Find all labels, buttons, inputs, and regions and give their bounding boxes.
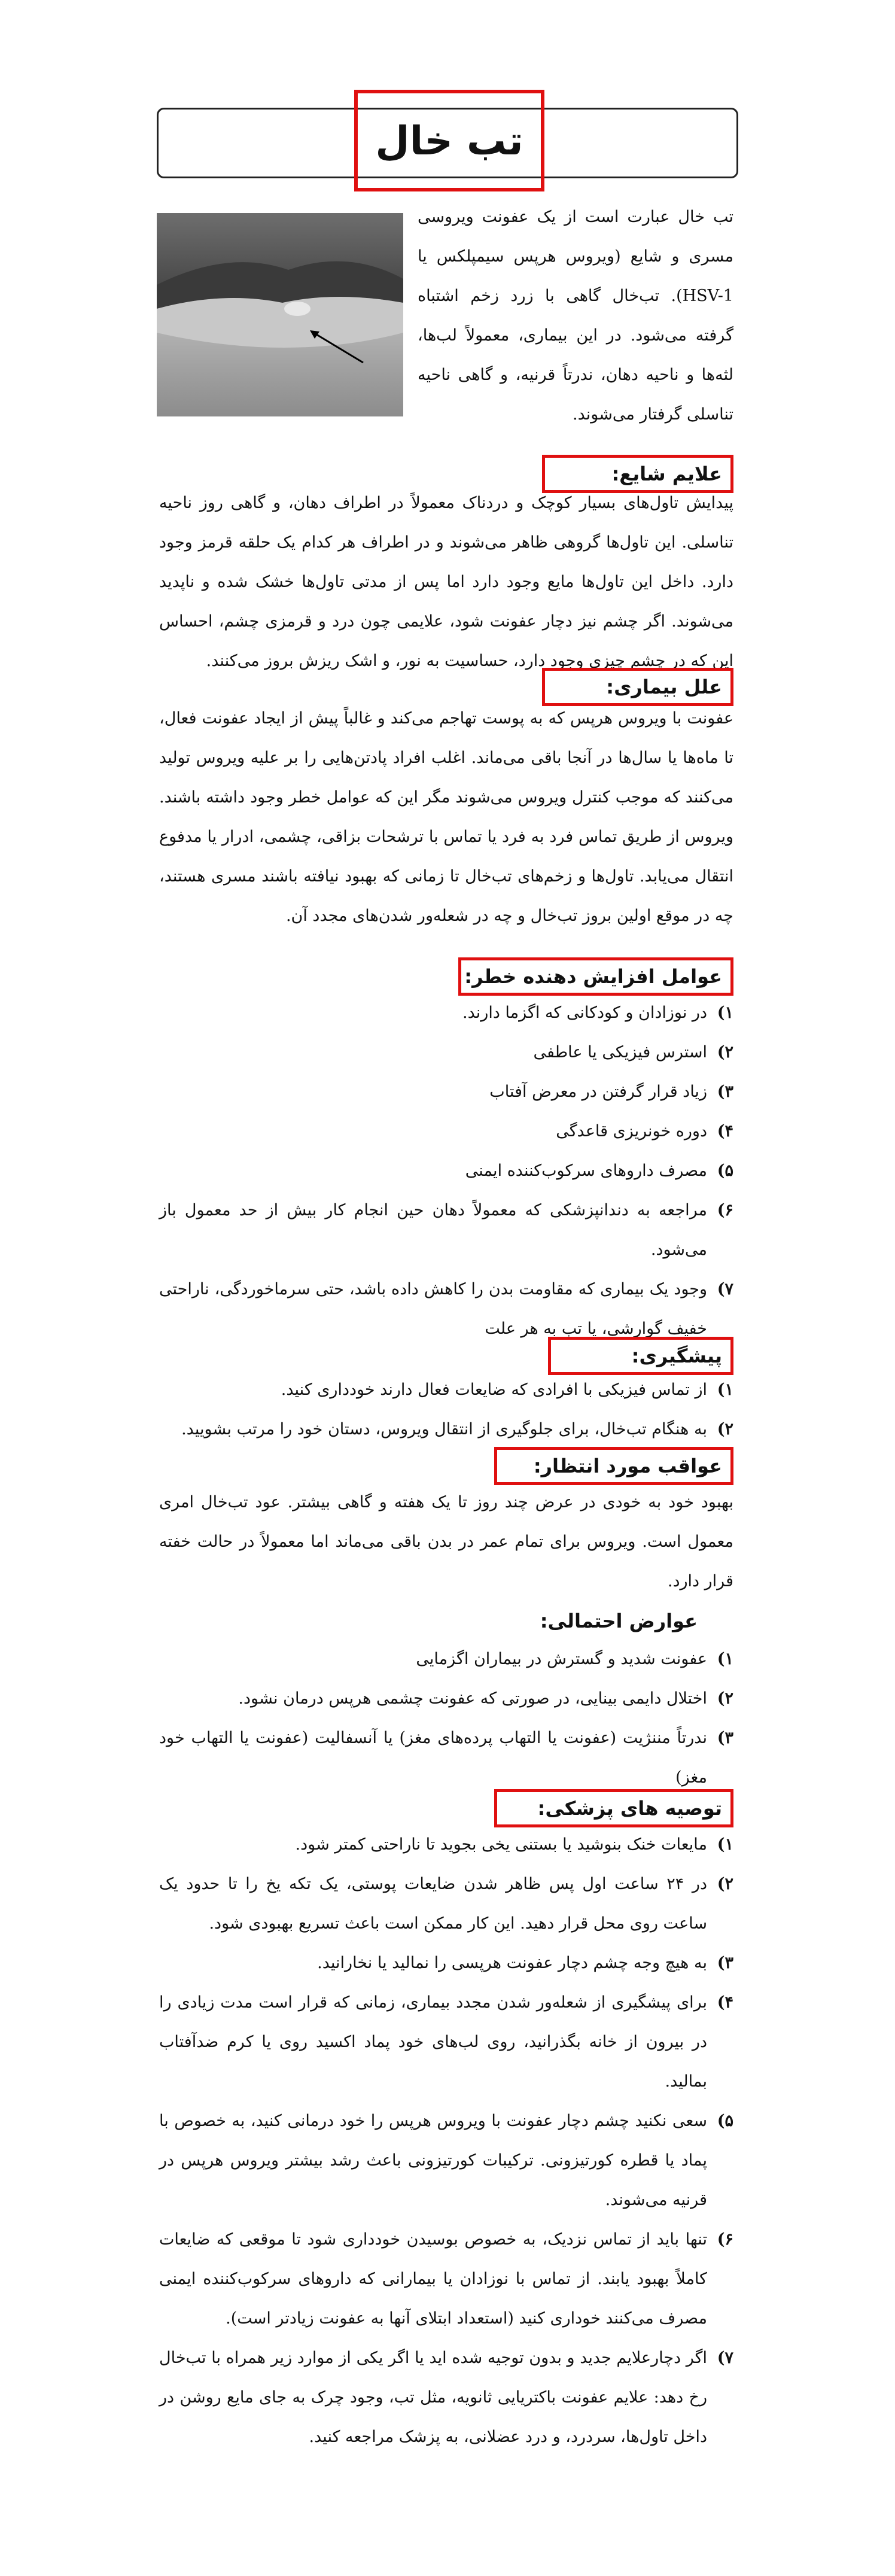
list-item: ۲) اختلال دایمی بینایی، در صورتی که عفونت چشمی هرپس درمان نشود. xyxy=(238,1689,733,1708)
advice-list xyxy=(159,1825,733,2457)
complications-list xyxy=(159,1640,733,1798)
list-item: ۳) به هیچ وجه چشم دچار عفونت هرپسی را نمالید یا نخارانید. xyxy=(317,1954,733,1972)
list-item: ۱) مایعات خنک بنوشید یا بستنی یخی بجوید تا ناراحتی کمتر شود. xyxy=(295,1835,733,1854)
list-item: ۳) زیاد قرار گرفتن در معرض آفتاب xyxy=(489,1082,733,1101)
complications-heading: عوارض احتمالی: xyxy=(540,1610,698,1632)
symptoms-heading: علایم شایع: xyxy=(542,455,733,493)
list-item: ۲) استرس فیزیکی یا عاطفی xyxy=(533,1043,733,1062)
list-item: ۳) ندرتاً مننژیت (عفونت یا التهاب پرده‌های مغز) یا آنسفالیت (عفونت یا التهاب خود مغز) xyxy=(159,1729,733,1787)
list-item: ۶) مراجعه به دندانپزشکی که معمولاً دهان حین انجام کار بیش از حد معمول باز می‌شود. xyxy=(159,1201,733,1259)
causes-heading: علل بیماری: xyxy=(542,668,733,706)
list-item: ۲) به هنگام تب‌خال، برای جلوگیری از انتقال ویروس، دستان خود را مرتب بشویید. xyxy=(181,1420,733,1438)
list-item: ۷) وجود یک بیماری که مقاومت بدن را کاهش داده باشد، حتی سرماخوردگی، ناراحتی خفیف گوارشی، یا تب به هر علت xyxy=(159,1280,733,1338)
outcome-paragraph: بهبود خود به خودی در عرض چند روز تا یک هفته و گاهی بیشتر. عود تب‌خال امری معمول است. ویروس برای تمام عمر در بدن باقی می‌ماند اما معمولاً در حالت خفته قرار دارد. xyxy=(159,1493,733,1590)
list-item: ۶) تنها باید از تماس نزدیک، به خصوص بوسیدن خودداری شود تا موقعی که ضایعات کاملاً بهبود یابند. از تماس با نوزادان یا بیمارانی که داروهای سرکوب‌کننده ایمنی مصرف می‌کنند خوداری کنید (استعداد ابتلای آنها به عفونت زیادتر است). xyxy=(159,2230,733,2328)
risk-list xyxy=(159,993,733,1349)
list-item: ۴) دوره خونریزی قاعدگی xyxy=(556,1122,733,1141)
list-item: ۱) از تماس فیزیکی با افرادی که ضایعات فعال دارند خودداری کنید. xyxy=(281,1380,733,1399)
list-item: ۱) در نوزادان و کودکانی که اگزما دارند. xyxy=(462,1003,733,1022)
symptoms-paragraph: پیدایش تاول‌های بسیار کوچک و دردناک معمولاً در اطراف دهان، و گاهی روز ناحیه تناسلی. این تاول‌ها گروهی ظاهر می‌شوند و در اطراف هر کدام یک حلقه قرمز وجود دارد. داخل این تاول‌ها مایع وجود دارد اما پس از مدتی تاول‌ها خشک شده و ناپدید می‌شوند. اگر چشم نیز دچار عفونت شود، علایمی چون درد و قرمزی چشم، احساس این که در چشم چیزی وجود دارد، حساسیت به نور، و اشک ریزش بروز می‌کنند. xyxy=(159,494,733,670)
list-item: ۵) مصرف داروهای سرکوب‌کننده ایمنی xyxy=(465,1161,733,1180)
intro-paragraph: تب خال عبارت است از یک عفونت ویروسی مسری و شایع (ویروس هرپس سیمپلکس یا HSV-1). تب‌خال گاهی با زرد زخم اشتباه گرفته می‌شود. در این بیماری، معمولاً لب‌ها، لثه‌ها و ناحیه دهان، ندرتاً قرنیه، و گاهی ناحیه تناسلی گرفتار می‌شوند. xyxy=(418,208,733,424)
list-item: ۵) سعی نکنید چشم دچار عفونت با ویروس هرپس را خود درمانی کنید، به خصوص با پماد یا قطره کورتیزونی. ترکیبات کورتیزونی باعث رشد بیشتر ویروس هرپس در قرنیه می‌شوند. xyxy=(159,2112,733,2209)
causes-paragraph: عفونت با ویروس هرپس که به پوست تهاجم می‌کند و غالباً پیش از ایجاد عفونت فعال، تا ماه‌ها یا سال‌ها در آنجا باقی می‌ماند. اغلب افراد پادتن‌هایی را بر علیه ویروس تولید می‌کنند که موجب کنترل ویروس می‌شوند مگر این که عوامل خطر وجود داشته باشند. ویروس از طریق تماس فرد به فرد یا تماس با ترشحات بزاقی، چشمی، ادرار یا مدفوع انتقال می‌یابد. تاول‌ها و زخم‌های تب‌خال تا زمانی که بهبود نیافته باشند مسری هستند، چه در موقع اولین بروز تب‌خال و چه در شعله‌ور شدن‌های مجدد آن. xyxy=(159,709,733,925)
risk-heading: عوامل افزایش دهنده خطر: xyxy=(458,957,733,996)
advice-heading: توصیه های پزشکی: xyxy=(494,1789,733,1827)
title-highlight xyxy=(354,90,544,191)
list-item: ۴) برای پیشگیری از شعله‌ور شدن مجدد بیماری، زمانی که قرار است مدت زیادی را در بیرون از خانه بگذرانید، روی لب‌های خود پماد اکسید روی یا کرم ضدآفتاب بمالید. xyxy=(159,1993,733,2091)
list-item: ۲) در ۲۴ ساعت اول پس ظاهر شدن ضایعات پوستی، یک تکه یخ را تا حدود یک ساعت روی محل قرار دهید. این کار ممکن است باعث تسریع بهبودی شود. xyxy=(159,1875,733,1933)
outcome-heading: عواقب مورد انتظار: xyxy=(494,1447,733,1485)
list-item: ۱) عفونت شدید و گسترش در بیماران اگزمایی xyxy=(416,1650,733,1668)
lip-cold-sore-photo xyxy=(157,213,403,416)
page-title: تب خال xyxy=(375,117,523,164)
list-item: ۷) اگر دچارعلایم جدید و بدون توجیه شده اید یا اگر یکی از موارد زیر همراه با تب‌خال رخ دهد: علایم عفونت باکتریایی ثانویه، مثل تب، وجود چرک به جای مایع روشن در داخل تاول‌ها، سردرد، و درد عضلانی، به پزشک مراجعه کنید. xyxy=(159,2349,733,2446)
prevention-list xyxy=(159,1370,733,1449)
prevention-heading: پیشگیری: xyxy=(548,1337,733,1375)
